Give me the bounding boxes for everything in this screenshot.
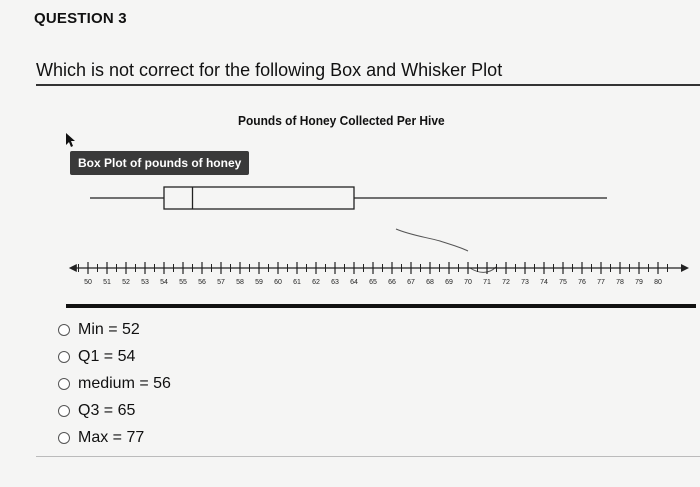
axis-tick-label: 50 <box>84 279 92 286</box>
axis-arrow-right-icon <box>681 264 689 272</box>
axis-tick-label: 52 <box>122 279 130 286</box>
divider <box>36 84 700 86</box>
axis-arrow-left-icon <box>69 264 77 272</box>
option-min[interactable] <box>58 316 171 343</box>
axis-tick-label: 67 <box>407 279 415 286</box>
radio-button[interactable] <box>58 324 70 336</box>
axis-tick-label: 59 <box>255 279 263 286</box>
radio-button[interactable] <box>58 432 70 444</box>
radio-button[interactable] <box>58 405 70 417</box>
option-label: Max = 77 <box>78 428 145 446</box>
axis-tick-label: 54 <box>160 279 168 286</box>
axis-tick-label: 68 <box>426 279 434 286</box>
axis-tick-label: 74 <box>540 279 548 286</box>
axis-tick-label: 62 <box>312 279 320 286</box>
axis-tick-label: 51 <box>103 279 111 286</box>
axis-tick-label: 69 <box>445 279 453 286</box>
axis-tick-label: 61 <box>293 279 301 286</box>
option-q1[interactable] <box>58 343 171 370</box>
axis-tick-label: 76 <box>578 279 586 286</box>
axis-tick-label: 53 <box>141 279 149 286</box>
option-max[interactable] <box>58 424 171 451</box>
axis-tick-label: 64 <box>350 279 358 286</box>
question-header: QUESTION 3 <box>34 10 127 27</box>
chart-title: Pounds of Honey Collected Per Hive <box>238 113 445 128</box>
divider <box>66 304 696 308</box>
option-median[interactable] <box>58 370 171 397</box>
option-label: medium = 56 <box>78 374 171 392</box>
axis-tick-label: 58 <box>236 279 244 286</box>
axis-tick-label: 80 <box>654 279 662 286</box>
answer-options <box>58 316 171 451</box>
axis-tick-label: 63 <box>331 279 339 286</box>
axis-tick-label: 66 <box>388 279 396 286</box>
axis-tick-label: 72 <box>502 279 510 286</box>
mouse-cursor-icon <box>64 132 78 148</box>
option-q3[interactable] <box>58 397 171 424</box>
option-label: Min = 52 <box>78 320 140 338</box>
axis-tick-label: 75 <box>559 279 567 286</box>
axis-tick-label: 65 <box>369 279 377 286</box>
axis-tick-label: 78 <box>616 279 624 286</box>
axis-tick-label: 71 <box>483 279 491 286</box>
box-plot <box>0 175 700 295</box>
radio-button[interactable] <box>58 378 70 390</box>
box-plot-label: Box Plot of pounds of honey <box>70 151 249 175</box>
axis-tick-label: 57 <box>217 279 225 286</box>
axis-tick-label: 79 <box>635 279 643 286</box>
axis-tick-label: 55 <box>179 279 187 286</box>
radio-button[interactable] <box>58 351 70 363</box>
question-text: Which is not correct for the following Box and Whisker Plot <box>36 60 503 80</box>
divider <box>36 456 700 457</box>
pen-annotation <box>396 229 468 251</box>
axis-tick-label: 77 <box>597 279 605 286</box>
axis-tick-label: 56 <box>198 279 206 286</box>
axis-tick-label: 73 <box>521 279 529 286</box>
axis-tick-label: 70 <box>464 279 472 286</box>
option-label: Q3 = 65 <box>78 401 136 419</box>
axis-tick-label: 60 <box>274 279 282 286</box>
option-label: Q1 = 54 <box>78 347 136 365</box>
